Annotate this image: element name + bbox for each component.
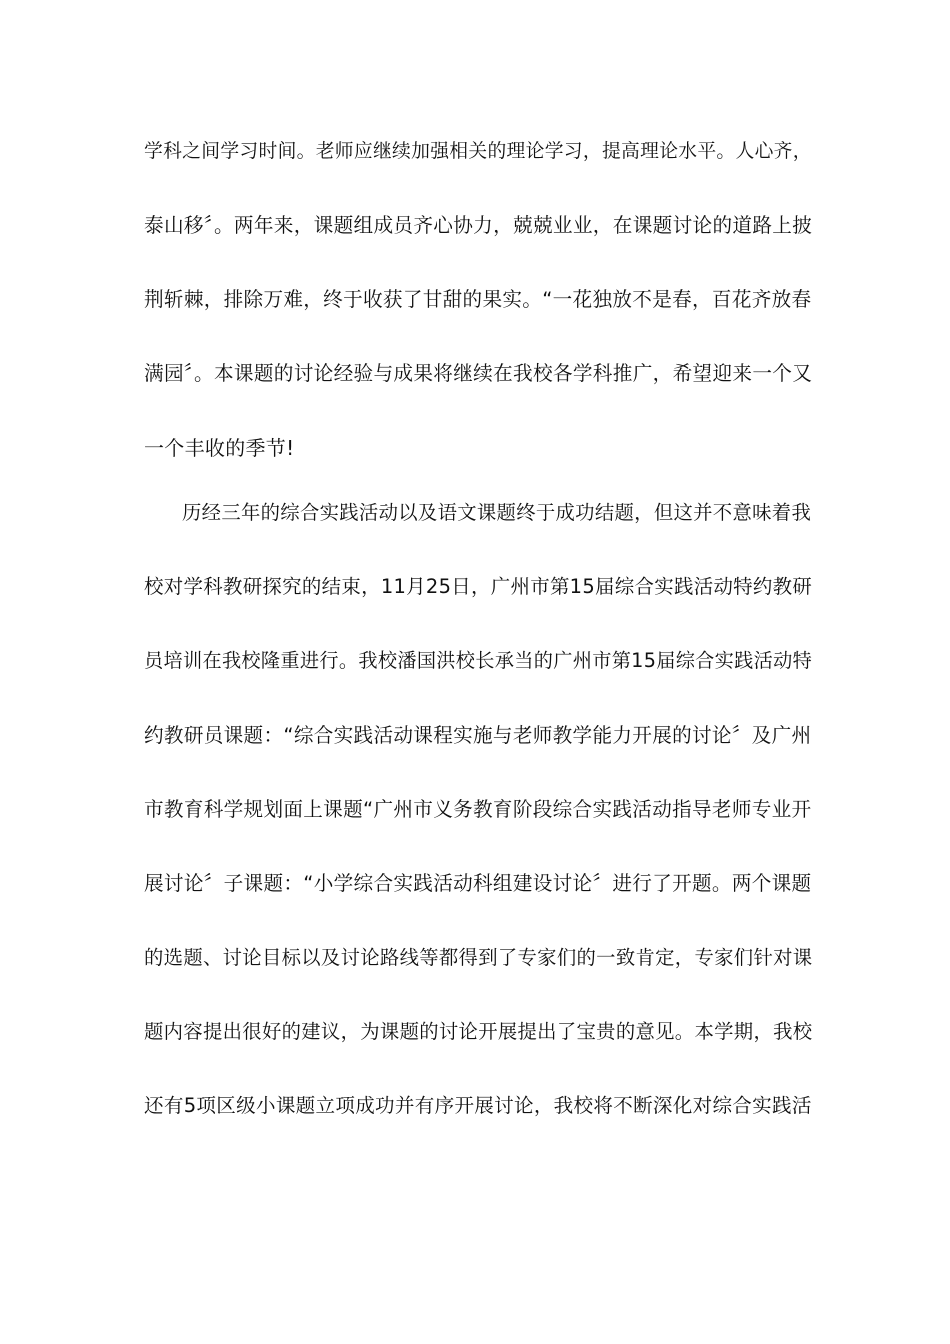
text-line: 一个丰收的季节! [144,436,295,460]
text-line: 约教研员课题：“综合实践活动课程实施与老师教学能力开展的讨论〞及广州 [144,724,812,747]
text-line: 还有5项区级小课题立项成功并有序开展讨论，我校将不断深化对综合实践活 [144,1094,812,1117]
text-line: 泰山移〞。两年来，课题组成员齐心协力，兢兢业业，在课题讨论的道路上披 [144,214,813,237]
paragraph-first-line: 历经三年的综合实践活动以及语文课题终于成功结题，但这并不意味着我 [182,501,812,524]
text-line: 展讨论〞子课题：“小学综合实践活动科组建设讨论〞进行了开题。两个课题 [144,872,812,895]
text-line: 校对学科教研探究的结束，11月25日，广州市第15届综合实践活动特约教研 [144,575,813,598]
text-line: 市教育科学规划面上课题“广州市义务教育阶段综合实践活动指导老师专业开 [144,798,812,821]
text-line: 满园〞。本课题的讨论经验与成果将继续在我校各学科推广，希望迎来一个又 [144,362,813,385]
text-line: 荆斩棘，排除万难，终于收获了甘甜的果实。“一花独放不是春，百花齐放春 [144,288,812,311]
text-line: 员培训在我校隆重进行。我校潘国洪校长承当的广州市第15届综合实践活动特 [144,649,813,672]
text-line: 学科之间学习时间。老师应继续加强相关的理论学习，提高理论水平。人心齐， [144,141,812,162]
text-line: 的选题、讨论目标以及讨论路线等都得到了专家们的一致肯定，专家们针对课 [144,946,813,969]
text-line: 题内容提出很好的建议，为课题的讨论开展提出了宝贵的意见。本学期，我校 [144,1020,813,1043]
